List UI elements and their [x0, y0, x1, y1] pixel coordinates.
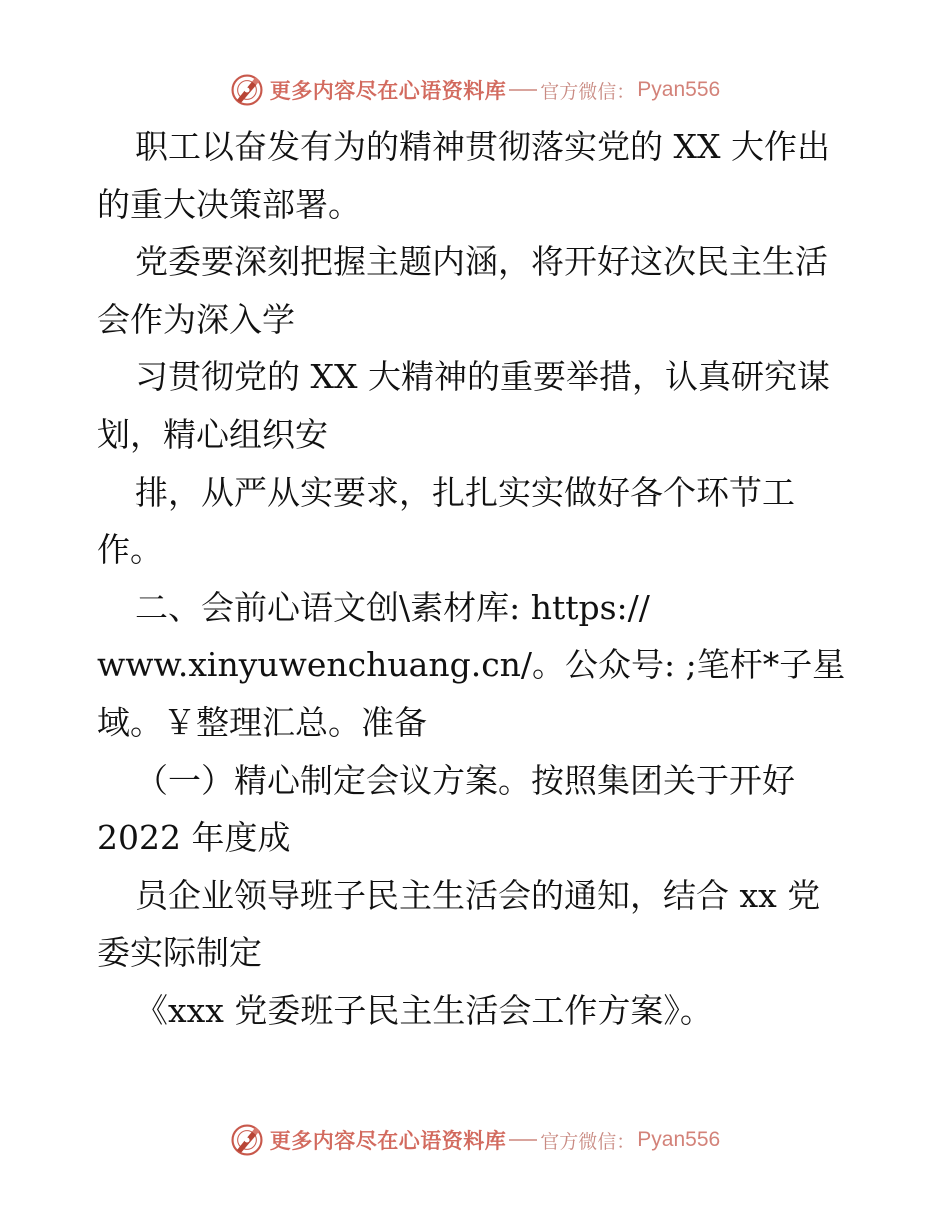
banner-wechat-id: Pyan556: [637, 1128, 721, 1151]
banner-wechat-label: 官方微信：: [540, 80, 636, 103]
banner-wechat-id: Pyan556: [637, 78, 721, 101]
text-line: 委实际制定: [97, 933, 262, 973]
text-line: www.xinyuwenchuang.cn/。公众号: ;笔杆*子星: [97, 645, 846, 685]
text-line: 会作为深入学: [97, 299, 295, 339]
text-line: 2022 年度成: [97, 818, 291, 858]
text-line: 《xxx 党委班子民主生活会工作方案》。: [135, 990, 713, 1030]
text-line: （一）精心制定会议方案。按照集团关于开好: [135, 760, 795, 800]
text-line: 员企业领导班子民主生活会的通知，结合 xx 党: [135, 875, 821, 915]
document-body: [97, 118, 857, 1040]
banner-title: 更多内容尽在心语资料库: [269, 78, 507, 103]
text-line: 划，精心组织安: [97, 414, 328, 454]
text-line: 二、会前心语文创\素材库: https://: [135, 587, 650, 627]
text-line: 域。￥整理汇总。准备: [97, 702, 427, 742]
banner-wechat-label: 官方微信：: [540, 1130, 636, 1153]
text-line: 习贯彻党的 XX 大精神的重要举措，认真研究谋: [135, 357, 830, 397]
pen-logo-icon: [230, 73, 264, 107]
banner-dash: [509, 89, 537, 91]
header-banner: [0, 70, 950, 110]
banner-dash: [509, 1139, 537, 1141]
text-line: 党委要深刻把握主题内涵，将开好这次民主生活: [135, 242, 828, 282]
banner-title: 更多内容尽在心语资料库: [269, 1128, 507, 1153]
text-line: 的重大决策部署。: [97, 184, 361, 224]
text-line: 排，从严从实要求，扎扎实实做好各个环节工: [135, 472, 795, 512]
text-line: 作。: [97, 530, 163, 570]
pen-logo-icon: [230, 1123, 264, 1157]
text-line: 职工以奋发有为的精神贯彻落实党的 XX 大作出: [135, 127, 830, 166]
footer-banner: [0, 1120, 950, 1160]
